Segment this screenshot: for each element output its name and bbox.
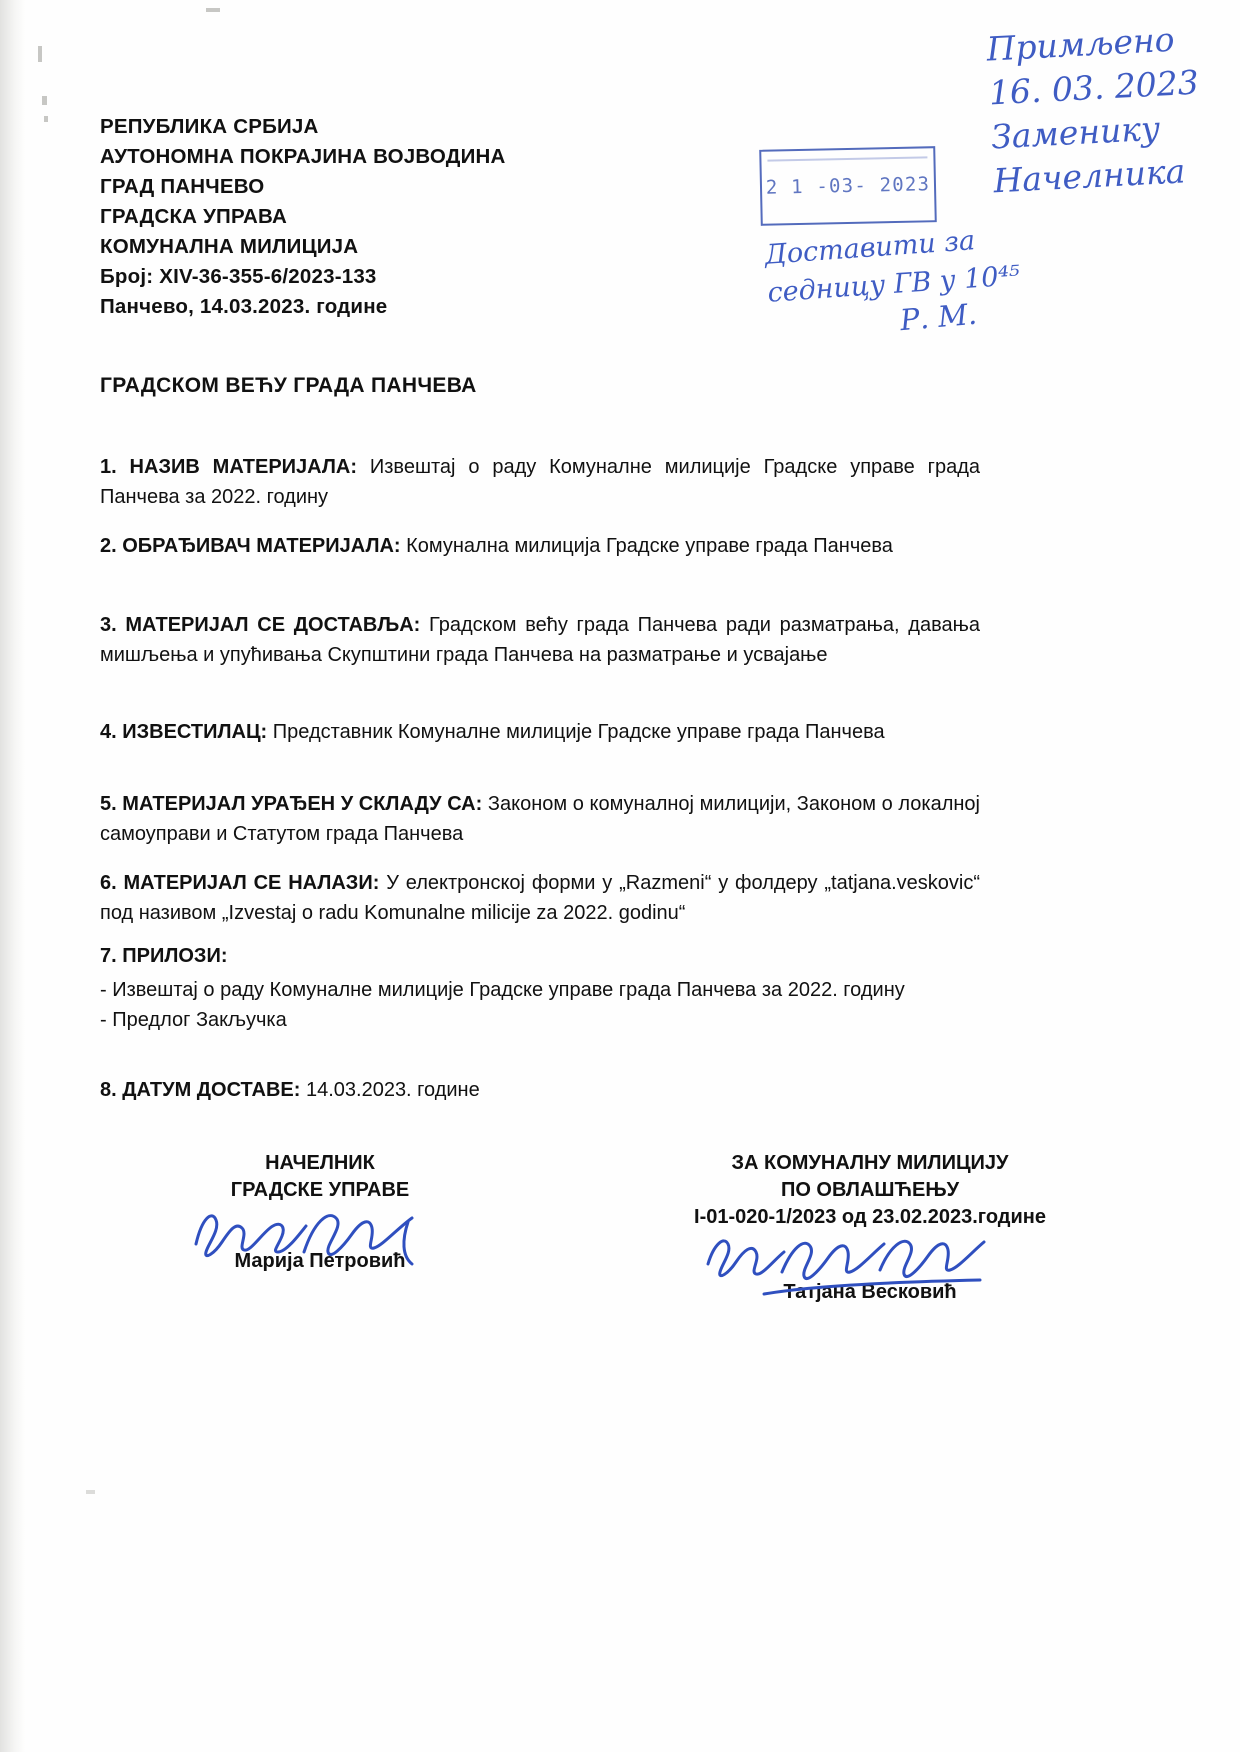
section-title: 1. НАЗИВ МАТЕРИЈАЛА: — [100, 456, 357, 478]
addressee: ГРАДСКОМ ВЕЋУ ГРАДА ПАНЧЕВА — [100, 374, 477, 397]
signature-left-line-1: НАЧЕЛНИК — [265, 1152, 375, 1174]
section-naziv-materijala — [100, 452, 980, 512]
signature-left-name: Марија Петровић — [234, 1250, 406, 1272]
section-materijal-uradjen-u-skladu-sa — [100, 789, 980, 849]
handwritten-delivery-line-1: Доставити за — [763, 225, 977, 271]
scan-speck — [38, 46, 42, 62]
handwritten-signature-right — [700, 1220, 1030, 1300]
section-materijal-se-dostavlja — [100, 610, 980, 670]
section-prilozi — [100, 941, 980, 1035]
letterhead-line-4: ГРАДСКА УПРАВА — [100, 205, 288, 228]
attachment-item: - Предлог Закључка — [100, 1009, 287, 1031]
signature-right-line-1: ЗА КОМУНАЛНУ МИЛИЦИЈУ — [731, 1152, 1009, 1174]
section-title: 5. МАТЕРИЈАЛ УРАЂЕН У СКЛАДУ СА: — [100, 793, 483, 815]
section-text: Комунална милиција Градске управе града Панчева — [400, 535, 893, 557]
stamp-date: 2 1 -03- 2023 — [765, 173, 931, 199]
letterhead-line-3: ГРАД ПАНЧЕВО — [100, 175, 265, 198]
section-text: Представник Комуналне милиције Градске управе града Панчева — [267, 721, 885, 743]
section-text: Градском већу града Панчева ради разматрања, давања мишљења и упућивања Скупштини града Панчева на разматрање и усвајање — [100, 614, 980, 666]
document-number: Број: XIV-36-355-6/2023-133 — [100, 265, 377, 288]
section-text: Законом о комуналној милицији, Законом о локалној самоуправи и Статутом града Панчева — [100, 793, 980, 845]
handwritten-received-line-1: Примљено — [985, 19, 1176, 69]
section-text: Извештај о раду Комуналне милиције Градске управе града Панчева за 2022. годину — [100, 456, 980, 508]
letterhead-line-5: КОМУНАЛНА МИЛИЦИЈА — [100, 235, 359, 258]
scan-speck — [42, 96, 47, 105]
section-datum-dostave — [100, 1075, 980, 1105]
letterhead-line-1: РЕПУБЛИКА СРБИЈА — [100, 115, 319, 138]
signature-right-name: Татјана Весковић — [783, 1281, 957, 1303]
section-materijal-se-nalazi — [100, 868, 980, 928]
section-text: У електронској форми у „Razmeni“ у фолдеру „tatjana.veskovic“ под називом „Izvestaj o radu Komunalne milicije za 2022. godinu“ — [100, 872, 981, 924]
signature-left-line-2: ГРАДСКЕ УПРАВЕ — [230, 1179, 410, 1201]
handwritten-signature-left — [186, 1192, 506, 1272]
letterhead-line-2: АУТОНОМНА ПОКРАЈИНА ВОЈВОДИНА — [100, 145, 506, 168]
handwritten-received-note — [986, 17, 1205, 204]
handwritten-delivery-line-2: седницу ГВ у 10⁴⁵ — [766, 260, 1022, 309]
scan-speck — [206, 8, 220, 12]
scan-speck — [86, 1490, 95, 1494]
section-title: 7. ПРИЛОЗИ: — [100, 945, 228, 967]
handwritten-delivery-note — [764, 219, 1022, 312]
handwritten-received-line-2: 16. 03. 2023 — [987, 62, 1200, 113]
handwritten-received-line-4: Начелника — [992, 151, 1187, 201]
handwritten-initials: Р. М. — [898, 296, 979, 338]
section-title: 3. МАТЕРИЈАЛ СЕ ДОСТАВЉА: — [100, 614, 421, 636]
section-text: 14.03.2023. године — [300, 1079, 480, 1101]
handwritten-received-line-3: Заменику — [990, 108, 1162, 157]
attachment-item: - Извештај о раду Комуналне милиције Градске управе града Панчева за 2022. годину — [100, 979, 905, 1001]
letterhead — [100, 112, 720, 322]
scan-edge-shadow — [0, 0, 26, 1752]
signature-right-line-2: ПО ОВЛАШЋЕЊУ — [780, 1179, 960, 1201]
scan-speck — [44, 116, 48, 122]
section-title: 2. ОБРАЂИВАЧ МАТЕРИЈАЛА: — [100, 535, 401, 557]
received-stamp — [759, 146, 937, 226]
section-title: 4. ИЗВЕСТИЛАЦ: — [100, 721, 268, 743]
section-obradjivac-materijala — [100, 531, 980, 561]
section-title: 8. ДАТУМ ДОСТАВЕ: — [100, 1079, 301, 1101]
section-izvestilac — [100, 717, 980, 747]
signature-right-line-3: I-01-020-1/2023 од 23.02.2023.године — [694, 1206, 1046, 1228]
document-place-date: Панчево, 14.03.2023. године — [100, 295, 388, 318]
section-title: 6. МАТЕРИЈАЛ СЕ НАЛАЗИ: — [100, 872, 380, 894]
